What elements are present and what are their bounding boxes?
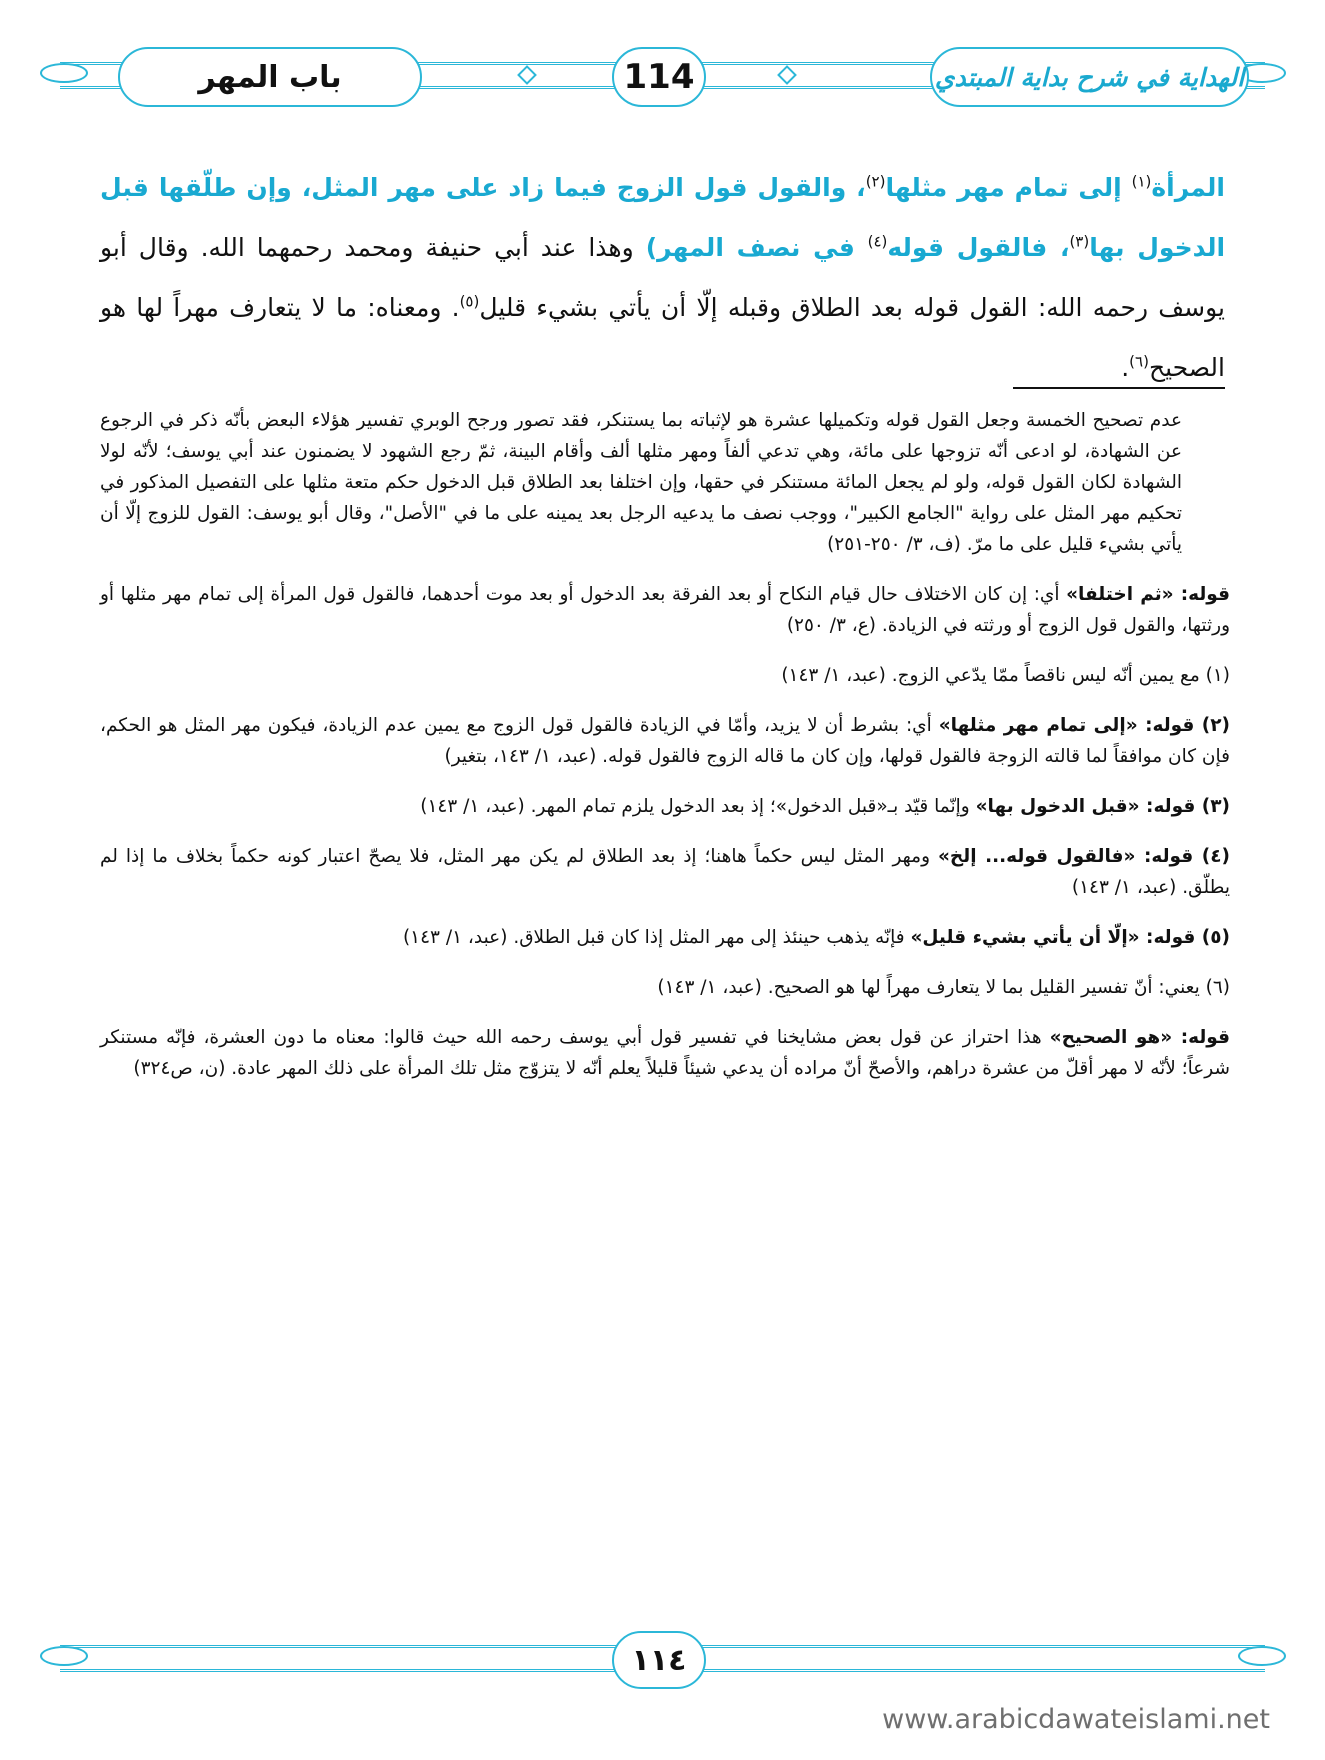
commentary-text: . (1121, 353, 1130, 382)
matn-text: في نصف المهر) (645, 233, 868, 262)
note-text: أي: بشرط أن لا يزيد، وأمّا في الزيادة فالقول قول الزوج مع يمين عدم الزيادة، فيكون مهر المثل هو الحكم، فإن كان موافقاً لما قالته الزوجة فالقول قولها، وإن كان ما قاله الزوج فالقول قوله. (عبد، ١/ ١٤٣، بتغير) (100, 715, 1230, 767)
footnote-4 (100, 841, 1230, 903)
note-label: (٥) قوله: «إلّا أن يأتي بشيء قليل» (910, 927, 1230, 948)
main-text (100, 158, 1225, 398)
note-label: (٣) قوله: «قبل الدخول بها» (975, 796, 1230, 817)
footnote-ref[interactable]: (٣) (1069, 232, 1090, 251)
main-paragraph (100, 158, 1225, 398)
footnote-ref[interactable]: (٢) (865, 172, 886, 191)
chapter-title: باب المهر (198, 59, 342, 95)
commentary-text: . ومعناه: ما لا يتعارف مهراً لها هو الصحيح (100, 293, 1225, 382)
footer-page-number-box (612, 1631, 706, 1689)
note-text: هذا احتراز عن قول بعض مشايخنا في تفسير قول أبي يوسف رحمه الله حيث قالوا: معناه ما دون العشرة، فإنّه مستنكر شرعاً؛ لأنّه لا مهر أقلّ من عشرة دراهم، والأصحّ أنّ مراده أن يدعي شيئاً قليلاً يعلم أنّه لا يتزوّج مثل تلك المرأة على ذلك المهر عادة. (ن، ص٣٢٤) (100, 1027, 1230, 1079)
footnotes (100, 405, 1230, 1103)
right-ornament-icon (1238, 1646, 1286, 1666)
note-text: ومهر المثل ليس حكماً هاهنا؛ إذ بعد الطلاق لم يكن مهر المثل، فلا يصحّ اعتبار كونه حكماً بخلاف ما إذا لم يطلّق. (عبد، ١/ ١٤٣) (100, 846, 1230, 898)
footnote-6: (٦) يعني: أنّ تفسير القليل بما لا يتعارف مهراً لها هو الصحيح. (عبد، ١/ ١٤٣) (657, 977, 1230, 998)
left-ornament-icon (40, 1646, 88, 1666)
matn-text: المرأة (1151, 173, 1225, 202)
matn-text: ، والقول قول الزوج فيما زاد على مهر المثل، وإن طلّقها قبل الدخول بها (100, 173, 1226, 262)
note-label: قوله: «هو الصحيح» (1049, 1027, 1230, 1048)
chapter-title-box (118, 47, 422, 107)
diamond-ornament-icon (517, 65, 537, 85)
book-title: الهداية في شرح بداية المبتدي (934, 62, 1245, 92)
footnote-3 (100, 791, 1230, 822)
note-label: قوله: «ثم اختلفا» (1066, 584, 1230, 605)
note-text: فإنّه يذهب حينئذ إلى مهر المثل إذا كان قبل الطلاق. (عبد، ١/ ١٤٣) (402, 927, 911, 948)
footnote-separator (1013, 387, 1225, 389)
footnote-2 (100, 710, 1230, 772)
note-thumma-ikhtalafa (100, 579, 1230, 641)
note-huwa-assahih (100, 1022, 1230, 1084)
diamond-ornament-icon (777, 65, 797, 85)
note-text: وإنّما قيّد بـ«قبل الدخول»؛ إذ بعد الدخول يلزم تمام المهر. (عبد، ١/ ١٤٣) (420, 796, 976, 817)
footnote-ref[interactable]: (٦) (1129, 352, 1149, 371)
footnote-ref[interactable]: (٤) (867, 232, 888, 251)
website-url[interactable]: www.arabicdawateislami.net (882, 1704, 1270, 1735)
footnote-1: (١) مع يمين أنّه ليس ناقصاً ممّا يدّعي الزوج. (عبد، ١/ ١٤٣) (781, 665, 1230, 686)
book-title-box (930, 47, 1249, 107)
commentary-text: وهذا عند أبي حنيفة ومحمد رحمهما الله. وقال أبو يوسف رحمه الله: القول قوله بعد الطلاق وقبله إلّا أن يأتي بشيء قليل (100, 233, 1225, 322)
footnote-continuation: عدم تصحيح الخمسة وجعل القول قوله وتكميلها عشرة هو لإثباته بما يستنكر، فقد تصور ورجح الوبري تفسير هؤلاء البعض بأنّه ذكر في الرجوع عن الشهادة، لو ادعى أنّه تزوجها على مائة، وهي تدعي ألفاً ومهر مثلها ألف وأقام البينة، ثمّ رجع الشهود لا يضمنون عند أبي يوسف؛ لأنّه لولا الشهادة لكان القول قوله، ولو لم يجعل المائة مستنكر في حقها، وإن اختلفا بعد الطلاق قبل الدخول حكم متعة مثلها على التفصيل المذكور في تحكيم مهر المثل على رواية "الجامع الكبير"، ووجب نصف ما يدعيه الرجل بعد يمينه على ما في "الأصل"، وقال أبو يوسف: القول للزوج إلّا أن يأتي بشيء قليل على ما مرّ. (ف، ٣/ ٢٥٠-٢٥١) (100, 410, 1182, 555)
matn-text: إلى تمام مهر مثلها (885, 173, 1132, 202)
footer-page-number: ١١٤ (631, 1642, 687, 1678)
note-label: (٤) قوله: «فالقول قوله... إلخ» (937, 846, 1230, 867)
page-number-box (612, 47, 706, 107)
footnote-ref[interactable]: (١) (1131, 172, 1152, 191)
footnote-ref[interactable]: (٥) (459, 292, 480, 311)
footnote-5 (100, 922, 1230, 953)
note-text: أي: إن كان الاختلاف حال قيام النكاح أو بعد الفرقة بعد الدخول أو بعد موت أحدهما، فالقول قول المرأة إلى تمام مهر مثلها أو ورثتها، والقول قول الزوج أو ورثته في الزيادة. (ع، ٣/ ٢٥٠) (100, 584, 1230, 636)
page-number: 114 (623, 57, 695, 97)
matn-text: ، فالقول قوله (887, 233, 1070, 262)
note-label: (٢) قوله: «إلى تمام مهر مثلها» (938, 715, 1231, 736)
left-ornament-icon (40, 63, 88, 83)
